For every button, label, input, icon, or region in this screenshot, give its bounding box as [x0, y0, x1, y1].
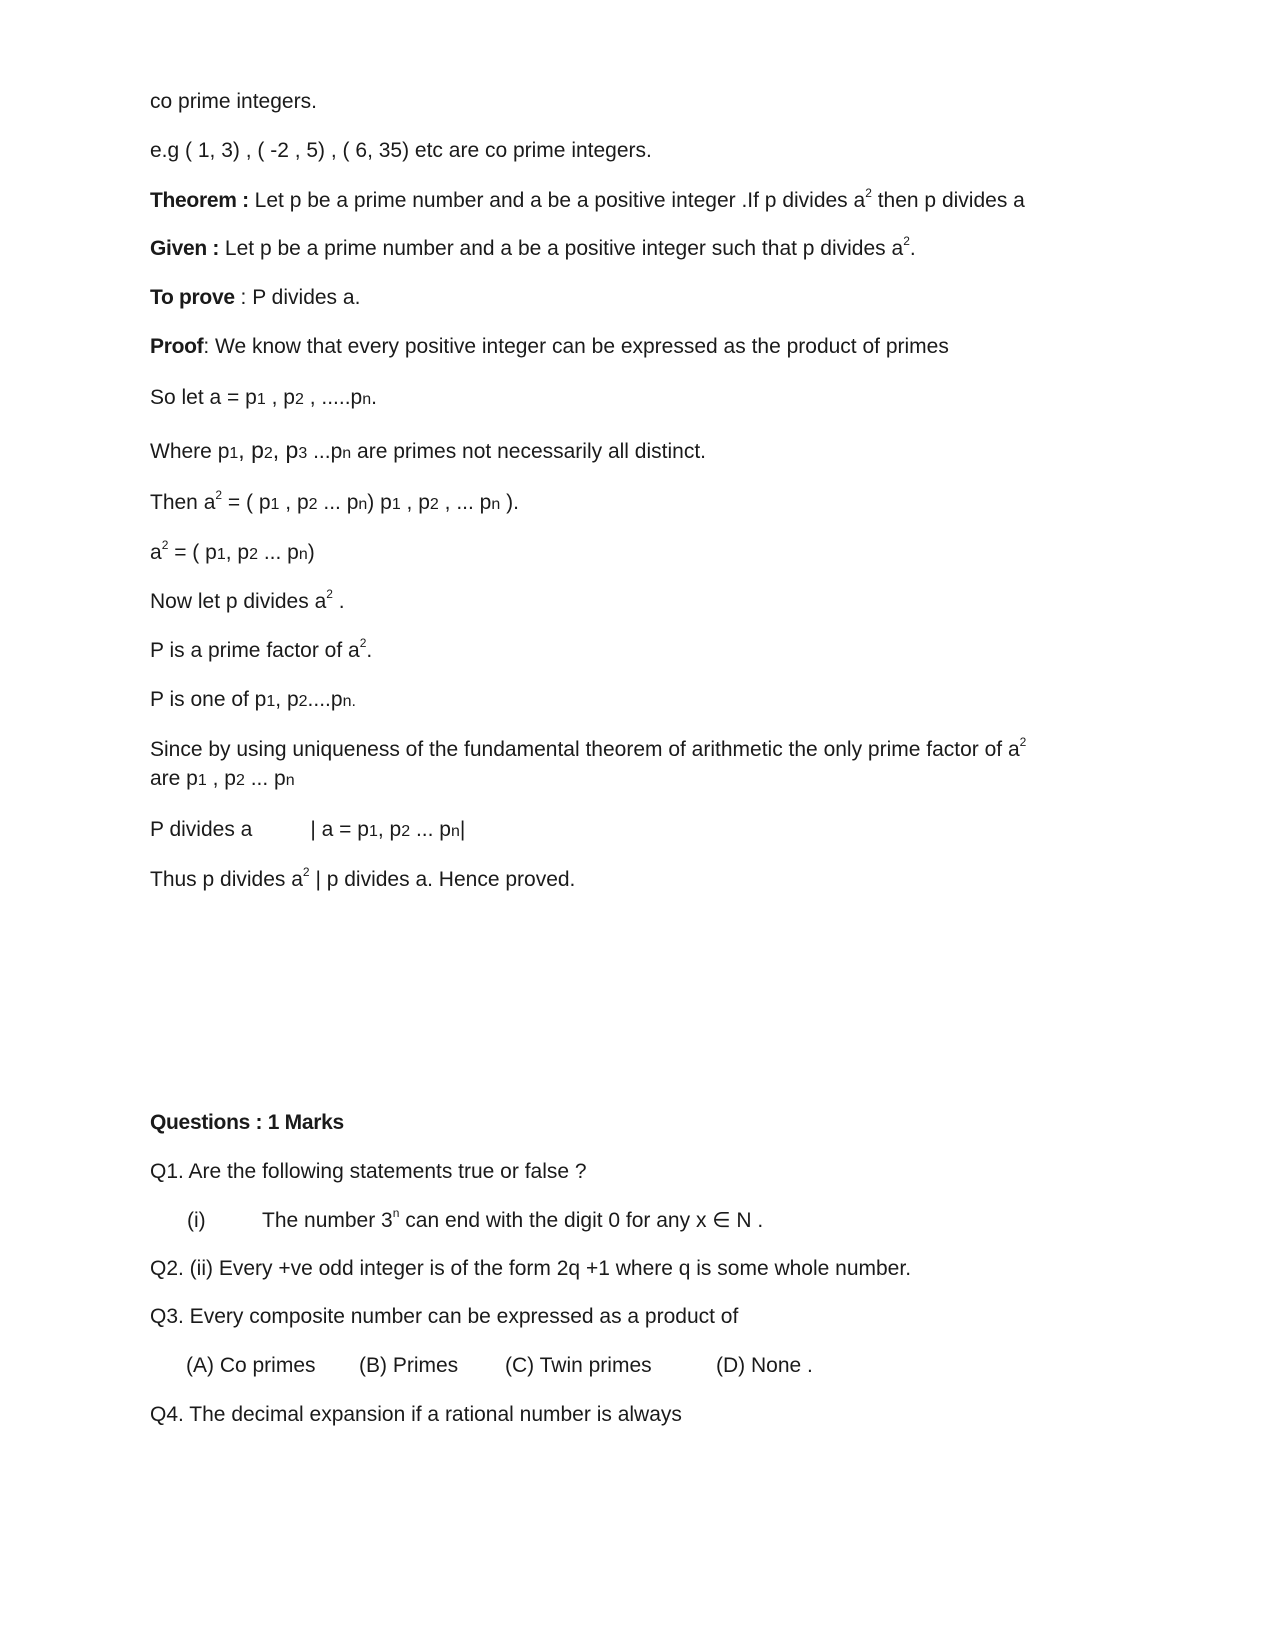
proof-one-of: P is one of p1, p2....pn. — [150, 688, 356, 711]
question-3-option-c: (C) Twin primes — [505, 1354, 652, 1377]
question-1-item-i-number: (i) — [187, 1209, 206, 1232]
proof-are: are p1 , p2 ... pn — [150, 767, 295, 790]
proof-p-divides: P divides a | a = p1, p2 ... pn| — [150, 818, 466, 841]
question-3-option-b: (B) Primes — [359, 1354, 459, 1377]
question-1: Q1. Are the following statements true or false ? — [150, 1160, 587, 1183]
to-prove-statement: To prove : P divides a. — [150, 286, 361, 309]
proof-label: Proof — [150, 335, 204, 358]
definition-example: e.g ( 1, 3) , ( -2 , 5) , ( 6, 35) etc are co prime integers. — [150, 139, 652, 162]
proof-where: Where p1, p2, p3 ...pn are primes not necessarily all distinct. — [150, 437, 706, 463]
proof-thus: Thus p divides $a^2$ | p divides a. Hence proved. — [150, 865, 576, 891]
questions-heading: Questions : 1 Marks — [150, 1111, 344, 1134]
given-statement: Given : Let p be a prime number and a be a positive integer such that p divides $a^2$. — [150, 234, 916, 260]
proof-statement: Proof: We know that every positive integer can be expressed as the product of primes — [150, 335, 949, 358]
question-2: Q2. (ii) Every +ve odd integer is of the form 2q +1 where q is some whole number. — [150, 1257, 912, 1280]
question-1-item-i-text: The number 3$^n$ can end with the digit 0 for any x ∈ N . — [262, 1206, 764, 1232]
to-prove-label: To prove — [150, 286, 235, 309]
given-label: Given : — [150, 237, 220, 260]
proof-now-let: Now let p divides $a^2$ . — [150, 587, 345, 613]
question-3-option-a: (A) Co primes — [186, 1354, 316, 1377]
theorem-statement: Theorem : Let p be a prime number and a be a positive integer .If p divides $a^2$ then p divides a — [150, 186, 1025, 212]
question-4: Q4. The decimal expansion if a rational number is always — [150, 1403, 682, 1426]
definition-line-1: co prime integers. — [150, 90, 317, 113]
theorem-label: Theorem : — [150, 189, 249, 212]
proof-so-let: So let a = p1 , p2 , .....pn. — [150, 386, 377, 409]
proof-then: Then $a^2$ = ( p1 , p2 ... pn) p1 , p2 , ... pn ). — [150, 488, 519, 514]
question-3: Q3. Every composite number can be expressed as a product of — [150, 1305, 739, 1328]
proof-prime-factor: P is a prime factor of $a^2$. — [150, 636, 373, 662]
proof-a-squared: $a^2$ = ( p1, p2 ... pn) — [150, 538, 315, 564]
proof-since: Since by using uniqueness of the fundamental theorem of arithmetic the only prime factor of $a^2$ — [150, 735, 1027, 761]
question-3-option-d: (D) None . — [716, 1354, 813, 1377]
